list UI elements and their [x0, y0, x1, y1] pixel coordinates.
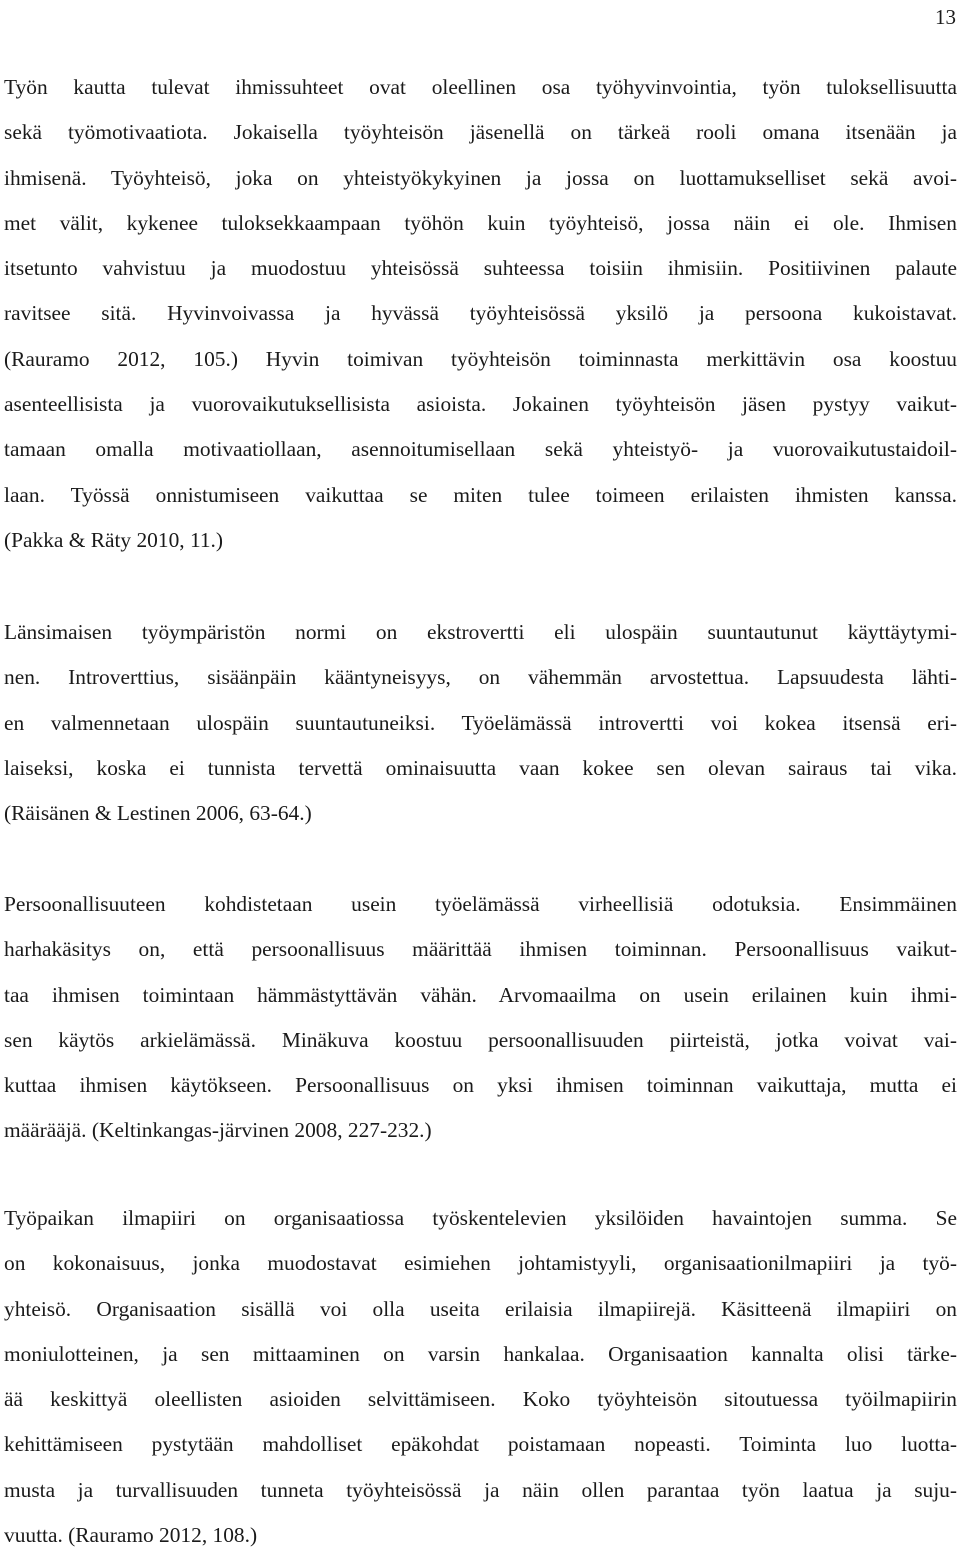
text-line: määrääjä. (Keltinkangas-järvinen 2008, 227-232.) [4, 1118, 432, 1143]
page-number: 13 [935, 5, 956, 29]
text-line: en valmennetaan ulospäin suuntautuneiksi. Työelämässä introvertti voi kokea itsensä eri- [4, 710, 957, 735]
text-line: (Rauramo 2012, 105.) Hyvin toimivan työyhteisön toiminnasta merkittävin osa koostuu [4, 346, 957, 371]
paragraph-introversion [4, 610, 957, 836]
text-line: kuttaa ihmisen käytökseen. Persoonallisuus on yksi ihmisen toiminnan vaikuttaja, mutta ei [4, 1073, 957, 1098]
text-line: moniulotteinen, ja sen mittaaminen on varsin hankalaa. Organisaation kannalta olisi tärke- [4, 1341, 957, 1366]
text-line: yhteisö. Organisaation sisällä voi olla useita erilaisia ilmapiirejä. Käsitteenä ilmapiiri on [4, 1296, 957, 1321]
text-line: Työn kautta tulevat ihmissuhteet ovat oleellinen osa työhyvinvointia, työn tuloksellisuutta [4, 75, 957, 99]
text-line: asenteellisista ja vuorovaikutuksellisista asioista. Jokainen työyhteisön jäsen pystyy vaikut- [4, 392, 957, 417]
paragraph-personality [4, 882, 957, 1154]
paragraph-work-relationships [4, 65, 957, 563]
text-line: laiseksi, koska ei tunnista tervettä ominaisuutta vaan kokee sen olevan sairaus tai vika. [4, 755, 957, 780]
text-line: Työpaikan ilmapiiri on organisaatiossa työskentelevien yksilöiden havaintojen summa. Se [4, 1206, 957, 1230]
text-line: vuutta. (Rauramo 2012, 108.) [4, 1523, 258, 1548]
text-line: sen käytös arkielämässä. Minäkuva koostuu persoonallisuuden piirteistä, jotka voivat vai- [4, 1027, 957, 1052]
text-line: musta ja turvallisuuden tunneta työyhteisössä ja näin ollen parantaa työn laatua ja suju- [4, 1477, 957, 1502]
text-line: taa ihmisen toimintaan hämmästyttävän vähän. Arvomaailma on usein erilainen kuin ihmi- [4, 982, 957, 1007]
text-line: itsetunto vahvistuu ja muodostuu yhteisössä suhteessa toisiin ihmisiin. Positiivinen palaute [4, 256, 957, 281]
text-line: (Räisänen & Lestinen 2006, 63-64.) [4, 801, 312, 826]
text-line: Länsimaisen työympäristön normi on ekstrovertti eli ulospäin suuntautunut käyttäytymi- [4, 620, 957, 644]
text-line: harhakäsitys on, että persoonallisuus määrittää ihmisen toiminnan. Persoonallisuus vaikut- [4, 937, 957, 962]
text-line: ihmisenä. Työyhteisö, joka on yhteistyökykyinen ja jossa on luottamukselliset sekä avoi- [4, 165, 957, 190]
text-line: (Pakka & Räty 2010, 11.) [4, 527, 224, 552]
text-line: ravitsee sitä. Hyvinvoivassa ja hyvässä työyhteisössä yksilö ja persoona kukoistavat. [4, 301, 957, 326]
text-line: tamaan omalla motivaatiollaan, asennoitumisellaan sekä yhteistyö- ja vuorovaikutustaidoil- [4, 437, 957, 462]
text-line: ää keskittyä oleellisten asioiden selvittämiseen. Koko työyhteisön sitoutuessa työilmapiirin [4, 1387, 957, 1412]
paragraph-workplace-climate [4, 1196, 957, 1558]
text-line: on kokonaisuus, jonka muodostavat esimiehen johtamistyyli, organisaationilmapiiri ja työ- [4, 1251, 957, 1276]
text-line: sekä työmotivaatiota. Jokaisella työyhteisön jäsenellä on tärkeä rooli omana itsenään ja [4, 120, 957, 145]
text-line: laan. Työssä onnistumiseen vaikuttaa se miten tulee toimeen erilaisten ihmisten kanssa. [4, 482, 957, 507]
text-line: kehittämiseen pystytään mahdolliset epäkohdat poistamaan nopeasti. Toiminta luo luotta- [4, 1432, 957, 1457]
text-line: nen. Introverttius, sisäänpäin kääntyneisyys, on vähemmän arvostettua. Lapsuudesta lähti- [4, 665, 957, 690]
text-line: Persoonallisuuteen kohdistetaan usein työelämässä virheellisiä odotuksia. Ensimmäinen [4, 892, 957, 916]
text-line: met välit, kykenee tuloksekkaampaan työhön kuin työyhteisö, jossa näin ei ole. Ihmisen [4, 210, 957, 235]
